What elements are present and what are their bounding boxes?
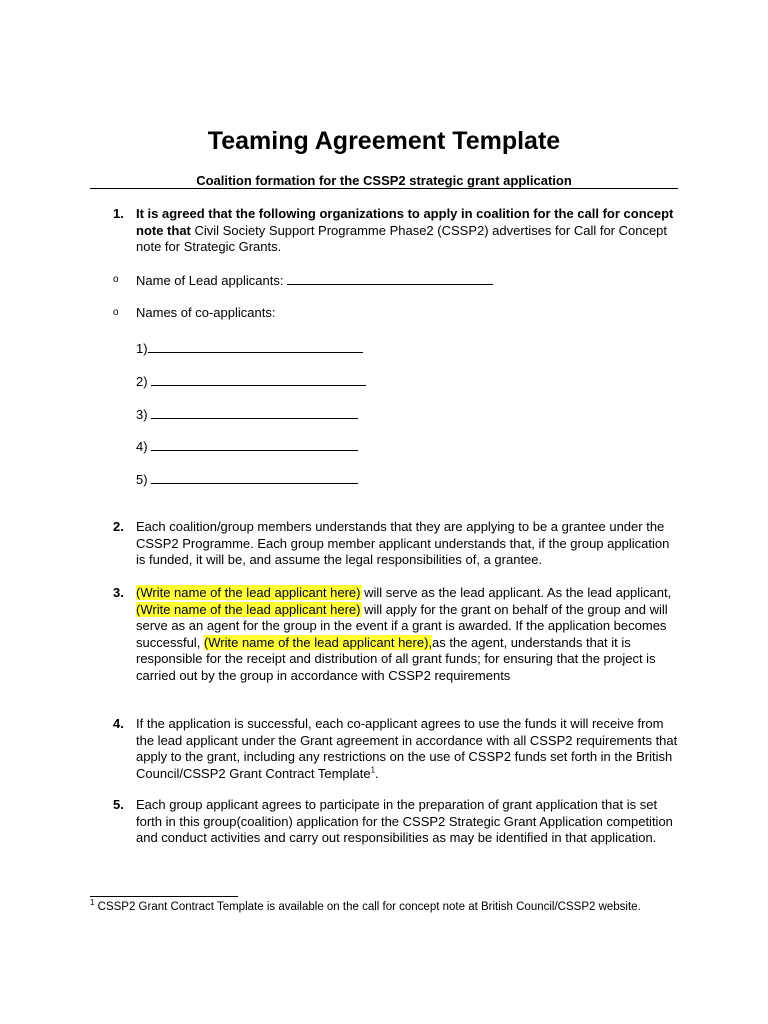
subtitle-rule	[90, 188, 678, 189]
clause-text: as the agent, understands that it is responsible for the receipt and distribution of all grant funds; for ensuring that the project is carried out by the group in accordance with CSSP2 requirements	[136, 634, 656, 683]
co-applicant-line-1	[136, 340, 363, 358]
co-applicant-blank[interactable]	[151, 406, 358, 419]
clause-number: 5.	[113, 797, 124, 812]
lead-applicant-placeholder: (Write name of the lead applicant here)	[136, 585, 361, 600]
lead-applicant-line	[113, 272, 653, 290]
bullet-marker: o	[113, 307, 119, 318]
co-applicant-number: 4)	[136, 439, 152, 454]
co-applicant-line-2	[136, 373, 366, 391]
document-title: Teaming Agreement Template	[207, 127, 561, 155]
clause-text: Civil Society Support Programme Phase2 (CSSP2) advertises for Call for Concept note for Strategic Grants.	[136, 222, 668, 254]
clause-5	[113, 797, 678, 847]
clause-4	[113, 716, 678, 782]
clause-number: 3.	[113, 585, 124, 600]
clause-text: will serve as the lead applicant. As the lead applicant,	[360, 585, 672, 600]
co-applicant-line-3	[136, 406, 358, 424]
clause-text: will apply for the grant on behalf of the group and will serve as an agent for the group in the event if a grant is awarded. If the application becomes successful,	[136, 601, 668, 650]
co-applicant-number: 1)	[136, 341, 148, 356]
clause-text-continued: . Each group member applicant understands that, if the group application is funded, it will be, and assume the legal responsibilities of, a grantee.	[136, 535, 670, 567]
clause-number: 4.	[113, 716, 124, 731]
co-applicant-blank[interactable]	[151, 373, 366, 386]
co-applicants-heading	[113, 305, 653, 322]
co-applicant-number: 3)	[136, 407, 152, 422]
clause-number: 1.	[113, 206, 124, 221]
footnote-separator	[90, 896, 238, 897]
clause-text: If the application is successful, each co-applicant agrees to use the funds it will receive from the lead applicant under the Grant agreement in accordance with all CSSP2 requirements that apply to the grant, including any restrictions on the use of CSSP2 funds set forth in the British Council/CSSP2 Grant Contract Template	[136, 716, 678, 781]
lead-applicant-placeholder: (Write name of the lead applicant here)	[136, 601, 361, 617]
co-applicant-line-4	[136, 438, 358, 456]
co-applicant-blank[interactable]	[151, 438, 358, 451]
co-applicant-number: 2)	[136, 374, 152, 389]
co-applicants-label: Names of co-applicants:	[136, 305, 276, 320]
footnote-reference[interactable]: 1	[370, 765, 376, 775]
co-applicant-blank[interactable]	[148, 340, 363, 353]
footnote-marker: 1	[90, 898, 95, 908]
clause-text: Each group applicant agrees to participate in the preparation of grant application that is set forth in this group(coalition) application for the CSSP2 Strategic Grant Application competition and conduct activities and carry out responsibilities as may be identified in that application.	[136, 797, 673, 845]
clause-text: Each coalition/group members understands that they are applying to be a grantee under the CSSP2 Programme	[136, 519, 665, 551]
co-applicant-line-5	[136, 471, 358, 489]
document-subtitle: Coalition formation for the CSSP2 strategic grant application	[196, 173, 572, 188]
lead-applicant-placeholder: (Write name of the lead applicant here),	[203, 634, 433, 650]
co-applicant-number: 5)	[136, 472, 152, 487]
clause-2	[113, 519, 678, 569]
lead-applicant-blank[interactable]	[287, 272, 493, 285]
bullet-marker: o	[113, 274, 119, 285]
clause-number: 2.	[113, 519, 124, 534]
clause-3	[113, 585, 678, 684]
clause-bold-text: It is agreed that the following organizations to apply in coalition for the call for concept note that	[136, 206, 674, 238]
footnote-text: CSSP2 Grant Contract Template is available on the call for concept note at British Council/CSSP2 website.	[94, 901, 641, 913]
lead-applicant-label: Name of Lead applicants:	[136, 273, 288, 288]
clause-1	[113, 206, 678, 256]
footnote	[90, 900, 660, 915]
clause-end: .	[375, 765, 379, 781]
co-applicant-blank[interactable]	[151, 471, 358, 484]
